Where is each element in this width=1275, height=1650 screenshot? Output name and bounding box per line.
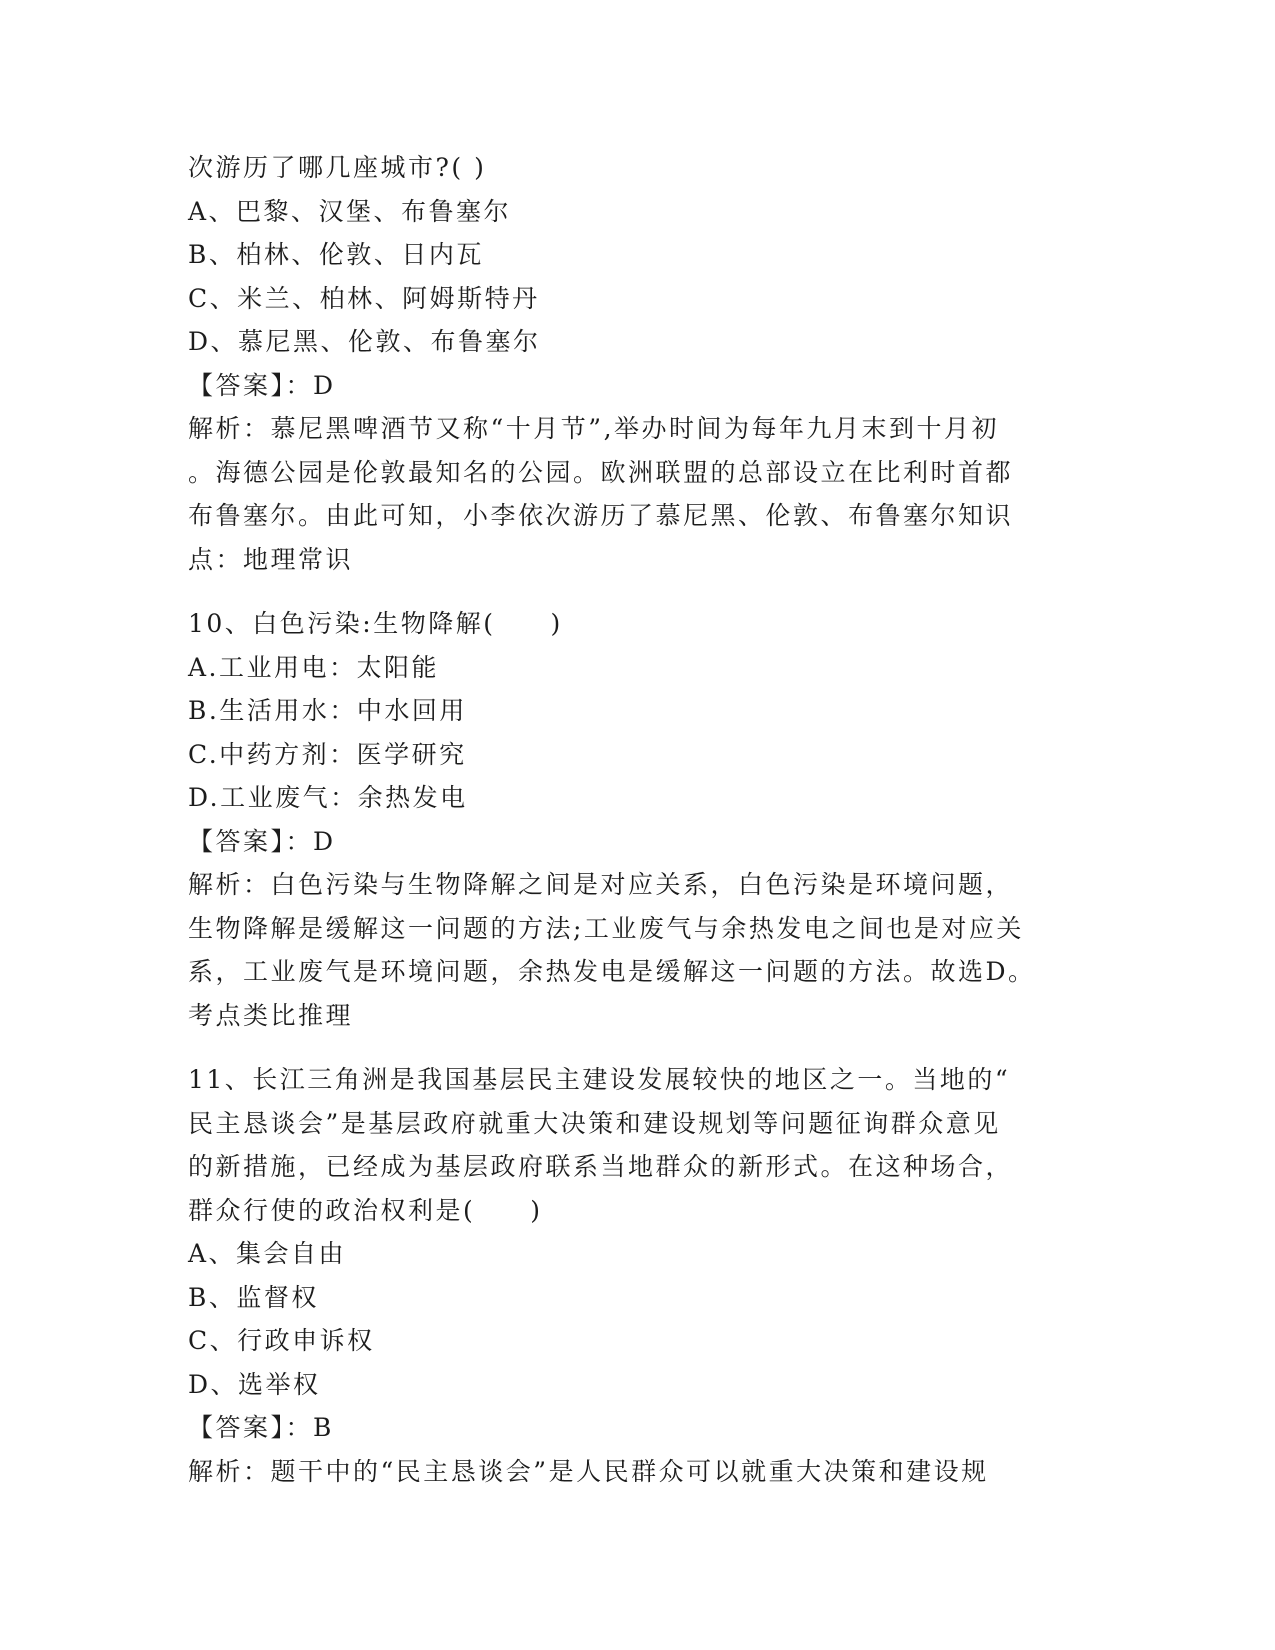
q11-stem-line: 11、长江三角洲是我国基层民主建设发展较快的地区之一。当地的“ xyxy=(188,1065,1011,1094)
q9-analysis-line: 解析：慕尼黑啤酒节又称“十月节”,举办时间为每年九月末到十月初 xyxy=(188,414,1000,443)
q10-option-a: A.工业用电：太阳能 xyxy=(188,652,440,682)
q10-analysis-line: 考点类比推理 xyxy=(188,1000,354,1030)
q9-option-c: C、米兰、柏林、阿姆斯特丹 xyxy=(188,283,540,313)
q9-option-d: D、慕尼黑、伦敦、布鲁塞尔 xyxy=(188,327,541,356)
q9-option-a: A、巴黎、汉堡、布鲁塞尔 xyxy=(188,196,512,226)
question-spacer xyxy=(188,581,1088,602)
q10-analysis-line: 生物降解是缓解这一问题的方法;工业废气与余热发电之间也是对应关 xyxy=(188,913,1024,943)
q9-analysis-line: 。海德公园是伦敦最知名的公园。欧洲联盟的总部设立在比利时首都 xyxy=(188,457,1014,487)
q11-answer: 【答案】：B xyxy=(188,1413,334,1442)
q11-option-b: B、监督权 xyxy=(188,1282,319,1312)
q11-option-a: A、集会自由 xyxy=(188,1239,347,1268)
q11-stem-line: 的新措施，已经成为基层政府联系当地群众的新形式。在这种场合， xyxy=(188,1152,1014,1181)
q9-stem: 次游历了哪几座城市?( ) xyxy=(188,153,487,182)
q11-stem-line: 群众行使的政治权利是( ) xyxy=(188,1195,543,1225)
q9-analysis-line: 点：地理常识 xyxy=(188,544,354,574)
q11-option-c: C、行政申诉权 xyxy=(188,1326,375,1355)
q9-option-b: B、柏林、伦敦、日内瓦 xyxy=(188,240,484,269)
q10-stem: 10、白色污染:生物降解( ) xyxy=(188,609,563,638)
question-spacer xyxy=(188,1037,1088,1058)
q11-stem-line: 民主恳谈会”是基层政府就重大决策和建设规划等问题征询群众意见 xyxy=(188,1108,1001,1138)
q10-option-d: D.工业废气：余热发电 xyxy=(188,783,468,812)
q10-answer: 【答案】：D xyxy=(188,826,336,856)
q10-option-b: B.生活用水：中水回用 xyxy=(188,696,467,725)
q9-analysis-line: 布鲁塞尔。由此可知，小李依次游历了慕尼黑、伦敦、布鲁塞尔知识 xyxy=(188,501,1014,530)
q10-analysis-line: 解析：白色污染与生物降解之间是对应关系，白色污染是环境问题， xyxy=(188,870,1014,899)
q9-answer: 【答案】：D xyxy=(188,370,336,400)
q11-option-d: D、选举权 xyxy=(188,1369,321,1399)
page-content xyxy=(188,146,1088,1493)
q10-analysis-line: 系，工业废气是环境问题，余热发电是缓解这一问题的方法。故选D。 xyxy=(188,957,1036,986)
q11-analysis-line: 解析：题干中的“民主恳谈会”是人民群众可以就重大决策和建设规 xyxy=(188,1456,989,1486)
q10-option-c: C.中药方剂：医学研究 xyxy=(188,739,467,769)
